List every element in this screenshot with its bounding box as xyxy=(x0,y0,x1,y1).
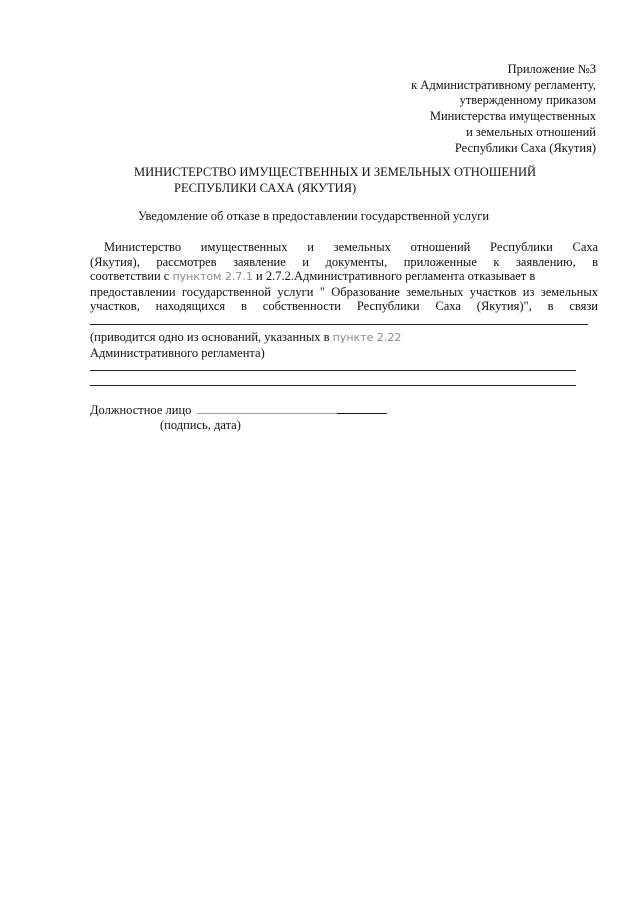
annex-line: утвержденному приказом xyxy=(459,93,596,108)
ministry-line: РЕСПУБЛИКИ САХА (ЯКУТИЯ) xyxy=(174,180,357,195)
document-title: Уведомление об отказе в предоставлении государственной услуги xyxy=(138,209,490,223)
annex-line: и земельных отношений xyxy=(466,124,596,139)
annex-header xyxy=(411,62,596,156)
ministry-line: МИНИСТЕРСТВО ИМУЩЕСТВЕННЫХ И ЗЕМЕЛЬНЫХ ОТНОШЕНИЙ xyxy=(134,165,537,179)
body-line: Министерство имущественных и земельных отношений Республики Саха xyxy=(104,240,598,254)
annex-line: к Административному регламенту, xyxy=(411,77,596,92)
signature-block xyxy=(90,403,387,418)
signature-line xyxy=(337,413,387,414)
note-line: (приводится одно из оснований, указанных в пункте 2.22 xyxy=(90,330,402,344)
signature-caption: (подпись, дата) xyxy=(160,418,241,432)
signature-line xyxy=(197,413,337,414)
body-line: предоставлении государственной услуги " Образование земельных участков из земельных xyxy=(90,284,598,299)
signature-label: Должностное лицо xyxy=(90,403,192,417)
body-text: соответствии с xyxy=(90,269,170,284)
fill-in-line xyxy=(90,385,576,386)
body-line: участков, находящихся в собственности Республики Саха (Якутия)", в связи xyxy=(90,299,598,314)
annex-number: Приложение №3 xyxy=(507,62,596,76)
body-line: (Якутия), рассмотрев заявление и документы, приложенные к заявлению, в xyxy=(90,254,598,269)
instruction-note xyxy=(90,330,401,361)
annex-line: Республики Саха (Якутия) xyxy=(454,140,596,155)
paragraph-reference: пункте 2.22 xyxy=(332,331,402,344)
ministry-heading xyxy=(134,165,536,196)
notice-body xyxy=(90,240,598,314)
paragraph-reference: пунктом 2.7.1 xyxy=(172,270,253,284)
body-line xyxy=(90,269,598,285)
note-line: Административного регламента) xyxy=(90,345,265,360)
annex-line: Министерства имущественных xyxy=(429,109,596,124)
fill-in-line xyxy=(90,324,588,325)
body-text: и 2.7.2.Административного регламента отказывает в xyxy=(256,269,536,284)
fill-in-line xyxy=(90,370,576,371)
